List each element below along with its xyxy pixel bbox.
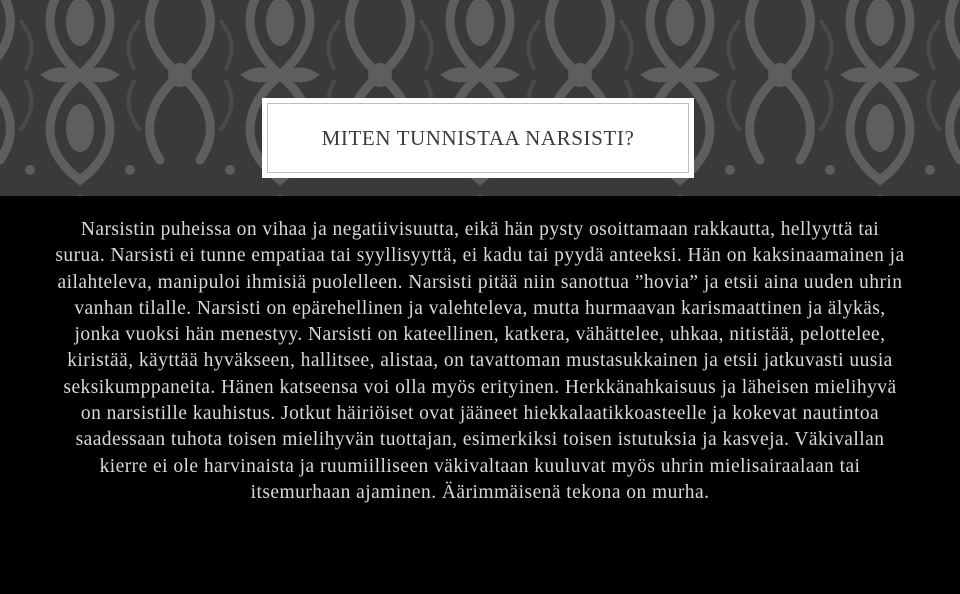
slide-title: MITEN TUNNISTAA NARSISTI?	[321, 125, 635, 150]
slide-body-text: Narsistin puheissa on vihaa ja negatiivisuutta, eikä hän pysty osoittamaan rakkautta, hellyyttä tai surua. Narsisti ei tunne empatiaa tai syyllisyyttä, ei kadu tai pyydä anteeksi. Hän on kaksinaamainen ja ailahteleva, manipuloi ihmisiä puolelleen. Narsisti pitää niin sanottua ”hovia” ja etsii aina uuden uhrin vanhan tilalle. Narsisti on epärehellinen ja valehteleva, mutta hurmaavan karismaattinen ja älykäs, jonka vuoksi hän menestyy. Narsisti on kateellinen, katkera, vähättelee, uhkaa, nitistää, pelottelee, kiristää, käyttää hyväkseen, hallitsee, alistaa, on tavattoman mustasukkainen ja etsii jatkuvasti uusia seksikumppaneita. Hänen katseensa voi olla myös erityinen. Herkkänahkaisuus ja läheisen mielihyvä on narsistille kauhistus. Jotkut häiriöiset ovat jääneet hiekkalaatikkoasteelle ja kokevat nautintoa saadessaan tuhota toisen mielihyvän tuottajan, esimerkiksi toisen istutuksia ja kasveja. Väkivallan kierre ei ole harvinaista ja ruumiilliseen väkivaltaan kuuluvat myös uhrin mielisairaalaan tai itsemurhaan ajaminen. Äärimmäisenä tekona on murha.	[55, 219, 905, 503]
title-box	[262, 98, 694, 178]
